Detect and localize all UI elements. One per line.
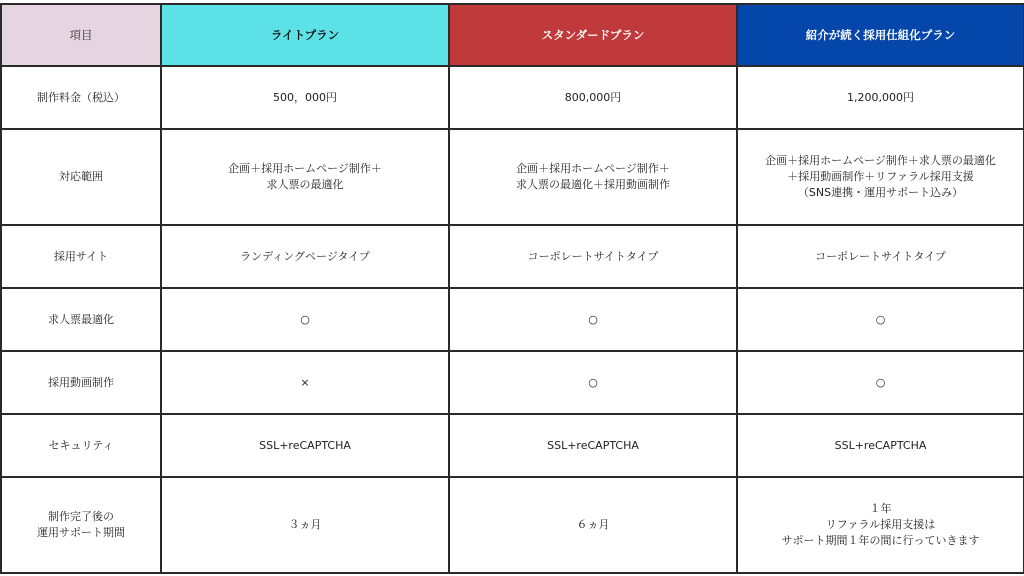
cell-referral: コーポレートサイトタイプ <box>737 225 1024 288</box>
row-label: 採用動画制作 <box>1 351 161 414</box>
cell-standard: 企画＋採用ホームページ制作＋ 求人票の最適化＋採用動画制作 <box>449 129 737 225</box>
cell-referral: ○ <box>737 288 1024 351</box>
cell-lite: ３ヵ月 <box>161 477 449 573</box>
cell-lite: 企画＋採用ホームページ制作＋ 求人票の最適化 <box>161 129 449 225</box>
table-row-support <box>1 477 1024 573</box>
cell-standard: ○ <box>449 351 737 414</box>
cell-referral: ○ <box>737 351 1024 414</box>
cell-standard: ○ <box>449 288 737 351</box>
table-row-site <box>1 225 1024 288</box>
cell-standard: 800,000円 <box>449 66 737 129</box>
row-label: 求人票最適化 <box>1 288 161 351</box>
row-label: セキュリティ <box>1 414 161 477</box>
table-row-security <box>1 414 1024 477</box>
cell-referral: 1,200,000円 <box>737 66 1024 129</box>
cell-lite: × <box>161 351 449 414</box>
row-label: 制作料金（税込） <box>1 66 161 129</box>
header-lite-plan: ライトプラン <box>161 4 449 66</box>
table-row-job-posting <box>1 288 1024 351</box>
table-row-price <box>1 66 1024 129</box>
cell-standard: SSL+reCAPTCHA <box>449 414 737 477</box>
header-standard-plan: スタンダードプラン <box>449 4 737 66</box>
cell-standard: ６ヵ月 <box>449 477 737 573</box>
cell-referral: 企画＋採用ホームページ制作＋求人票の最適化 ＋採用動画制作＋リファラル採用支援 （SNS連携・運用サポート込み） <box>737 129 1024 225</box>
cell-lite: SSL+reCAPTCHA <box>161 414 449 477</box>
table-header-row <box>1 4 1024 66</box>
cell-lite: 500，000円 <box>161 66 449 129</box>
header-referral-plan: 紹介が続く採用仕組化プラン <box>737 4 1024 66</box>
row-label: 採用サイト <box>1 225 161 288</box>
plan-comparison-table <box>0 3 1024 574</box>
table-row-scope <box>1 129 1024 225</box>
cell-referral: SSL+reCAPTCHA <box>737 414 1024 477</box>
cell-lite: ランディングページタイプ <box>161 225 449 288</box>
cell-referral: １年 リファラル採用支援は サポート期間１年の間に行っていきます <box>737 477 1024 573</box>
row-label: 対応範囲 <box>1 129 161 225</box>
header-item: 項目 <box>1 4 161 66</box>
row-label: 制作完了後の 運用サポート期間 <box>1 477 161 573</box>
table-row-video <box>1 351 1024 414</box>
cell-standard: コーポレートサイトタイプ <box>449 225 737 288</box>
cell-lite: ○ <box>161 288 449 351</box>
